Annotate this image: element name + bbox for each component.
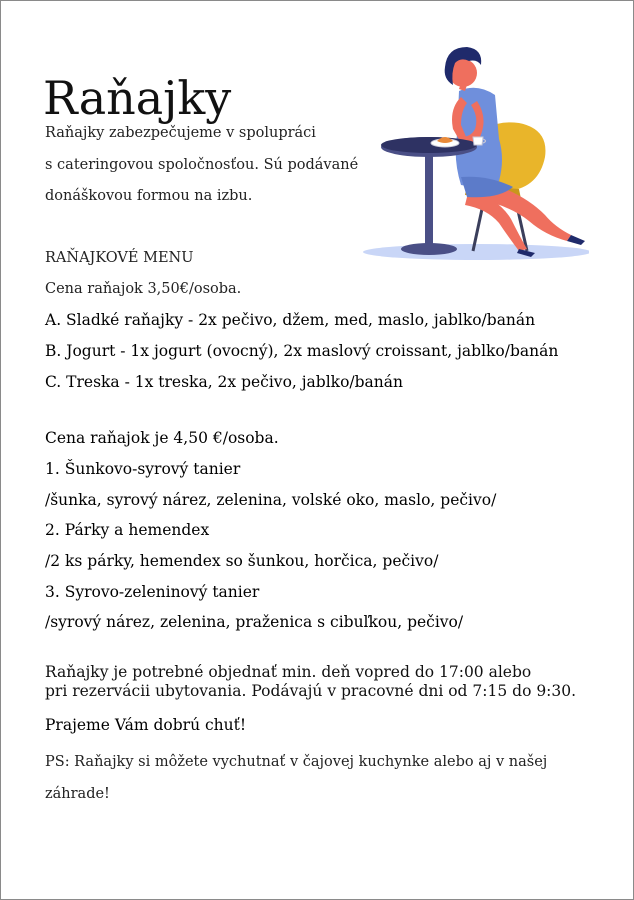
menu-heading: RAŇAJKOVÉ MENU <box>45 250 194 266</box>
table-base <box>401 243 457 255</box>
menu-item-2-desc: /2 ks párky, hemendex so šunkou, horčica, pečivo/ <box>45 552 439 570</box>
intro-line-1: Raňajky zabezpečujeme v spolupráci <box>45 125 316 141</box>
menu-item-2: 2. Párky a hemendex <box>45 521 210 539</box>
menu-option-c: C. Treska - 1x treska, 2x pečivo, jablko/banán <box>45 373 403 391</box>
menu-item-3-desc: /syrový nárez, zelenina, praženica s cibuľkou, pečivo/ <box>45 613 464 631</box>
cup <box>473 137 483 145</box>
wish: Prajeme Vám dobrú chuť! <box>45 716 247 734</box>
floor-shadow <box>363 244 589 260</box>
intro-line-2: s cateringovou spoločnosťou. Sú podávané <box>45 157 359 173</box>
table-stem <box>425 153 433 247</box>
menu-item-1: 1. Šunkovo-syrový tanier <box>45 460 241 478</box>
page-title: Raňajky <box>43 70 232 125</box>
table-top-surface <box>381 137 477 153</box>
price-2: Cena raňajok je 4,50 €/osoba. <box>45 429 279 447</box>
order-info-line-1: Raňajky je potrebné objednať min. deň vopred do 17:00 alebo <box>45 663 532 681</box>
order-info-line-2: pri rezervácii ubytovania. Podávajú v pracovné dni od 7:15 do 9:30. <box>45 682 577 700</box>
menu-option-b: B. Jogurt - 1x jogurt (ovocný), 2x maslový croissant, jablko/banán <box>45 342 559 360</box>
intro-line-3: donáškovou formou na izbu. <box>45 188 253 204</box>
woman-at-cafe-table-icon <box>349 39 589 265</box>
menu-item-1-desc: /šunka, syrový nárez, zelenina, volské oko, maslo, pečivo/ <box>45 491 497 509</box>
price-1: Cena raňajok 3,50€/osoba. <box>45 281 242 297</box>
menu-option-a: A. Sladké raňajky - 2x pečivo, džem, med, maslo, jablko/banán <box>45 311 536 329</box>
ps-line-1: PS: Raňajky si môžete vychutnať v čajovej kuchynke alebo aj v našej <box>45 754 548 770</box>
ps-line-2: záhrade! <box>45 786 110 802</box>
menu-item-3: 3. Syrovo-zeleninový tanier <box>45 583 260 601</box>
